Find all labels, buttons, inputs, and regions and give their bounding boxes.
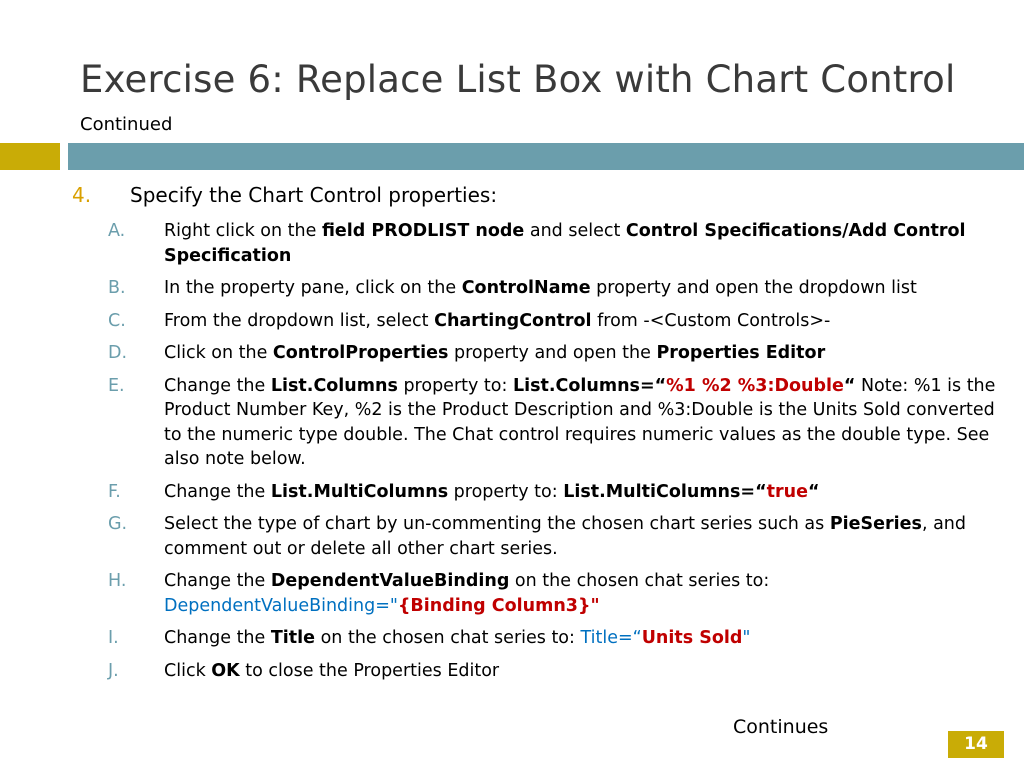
item-letter: A. [108, 221, 126, 241]
item-letter: G. [108, 514, 128, 534]
step-4 [72, 183, 497, 207]
item-text: Change the List.MultiColumns property to: List.MultiColumns=“true“ [164, 481, 820, 502]
item-text: Change the DependentValueBinding on the chosen chat series to: DependentValueBinding="{Binding Column3}" [164, 571, 770, 616]
item-letter: C. [108, 310, 126, 331]
list-item-j [108, 659, 1008, 684]
item-letter: H. [108, 571, 127, 591]
accent-bar-gold [0, 143, 60, 170]
item-text: From the dropdown list, select ChartingControl from -<Custom Controls>- [164, 310, 831, 331]
item-text: Click on the ControlProperties property and open the Properties Editor [164, 343, 826, 363]
item-letter: D. [108, 343, 128, 363]
step-text: Specify the Chart Control properties: [130, 183, 498, 207]
item-letter: B. [108, 278, 126, 298]
accent-bar-teal [68, 143, 1024, 170]
sub-step-list [108, 219, 1008, 691]
item-text: Right click on the field PRODLIST node and select Control Specifications/Add Control Specification [164, 221, 966, 266]
item-text: Click OK to close the Properties Editor [164, 660, 500, 681]
page-number-badge: 14 [948, 731, 1004, 758]
step-number: 4. [72, 183, 92, 207]
list-item-h [108, 569, 1008, 618]
slide-title: Exercise 6: Replace List Box with Chart Control [80, 58, 956, 101]
item-text: Select the type of chart by un-commenting the chosen chart series such as PieSeries, and comment out or delete all other chart series. [164, 514, 966, 559]
list-item-c [108, 309, 1008, 334]
item-letter: I. [108, 628, 119, 648]
list-item-e [108, 374, 1008, 472]
list-item-d [108, 341, 1008, 366]
continues-label: Continues [733, 716, 829, 738]
item-text: Change the List.Columns property to: List.Columns=“%1 %2 %3:Double“ Note: %1 is the Product Number Key, %2 is the Product Description and %3:Double is the Units Sold converted to the numeric type double. The Chat control requires numeric values as the double type. See also note below. [164, 375, 996, 469]
slide-subtitle: Continued [80, 114, 173, 135]
list-item-g [108, 512, 1008, 561]
item-letter: J. [108, 660, 119, 681]
item-letter: F. [108, 481, 121, 502]
list-item-b [108, 276, 1008, 301]
item-letter: E. [108, 375, 125, 396]
item-text: Change the Title on the chosen chat series to: Title=“Units Sold" [164, 628, 751, 648]
list-item-a [108, 219, 1008, 268]
list-item-f [108, 480, 1008, 505]
list-item-i [108, 626, 1008, 651]
item-text: In the property pane, click on the ControlName property and open the dropdown list [164, 278, 917, 298]
